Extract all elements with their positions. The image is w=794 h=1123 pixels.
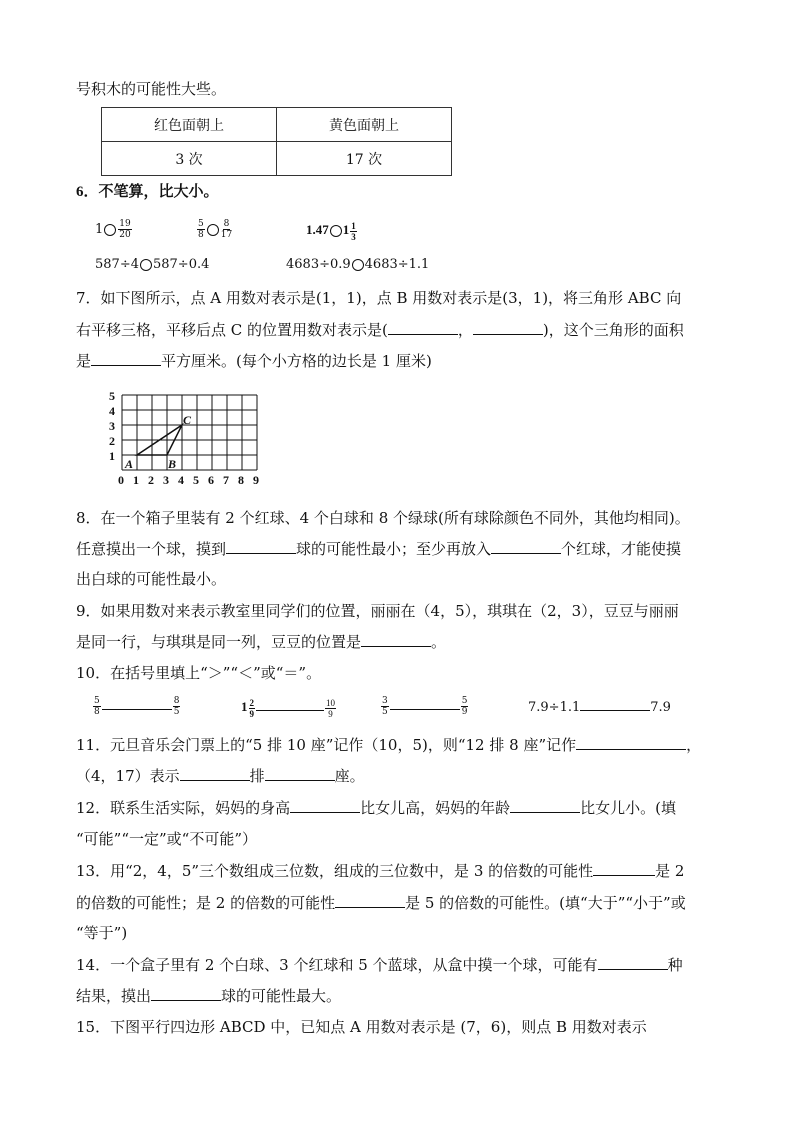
compare-circle[interactable]	[104, 224, 116, 236]
x-tick: 7	[223, 473, 229, 487]
y-tick: 2	[109, 434, 115, 448]
question-11-line-1: 11．元旦音乐会门票上的“5 排 10 座”记作（10，5)，则“12 排 8 座”记作 ，	[76, 736, 702, 754]
answer-blank[interactable]	[580, 698, 650, 711]
answer-blank[interactable]	[102, 699, 172, 710]
x-tick: 8	[238, 473, 244, 487]
table-cell: 17 次	[277, 142, 452, 176]
expression: 587÷0.4	[152, 257, 210, 272]
question-12-line-2: “可能”“一定”或“不可能”）	[76, 830, 258, 848]
intro-text: 号积木的可能性大些。	[76, 80, 227, 98]
result-table	[101, 107, 452, 176]
expression: 587÷4	[95, 257, 139, 272]
y-tick: 4	[109, 404, 115, 418]
y-tick: 5	[109, 390, 115, 403]
table-header: 黄色面朝上	[277, 108, 452, 142]
q6-compare-3	[306, 219, 358, 242]
answer-blank[interactable]	[265, 766, 335, 781]
question-13-line-1: 13．用“2，4，5”三个数组成三位数，组成的三位数中，是 3 的倍数的可能性 是 2	[76, 862, 685, 880]
number: 1.47	[306, 222, 329, 237]
fraction: $\frac{3}{5}$	[382, 696, 388, 717]
table-header: 红色面朝上	[102, 108, 277, 142]
x-tick: 3	[163, 473, 169, 487]
question-8-line-1: 8．在一个箱子里装有 2 个红球、4 个白球和 8 个绿球(所有球除颜色不同外，其他均相同)。	[76, 509, 690, 527]
x-tick: 5	[193, 473, 199, 487]
grid-lines	[122, 395, 257, 470]
compare-circle[interactable]	[330, 225, 342, 237]
question-9-line-2: 是同一行，与琪琪是同一列，豆豆的位置是 。	[76, 633, 447, 651]
question-9-line-1: 9．如果用数对来表示教室里同学们的位置，丽丽在（4，5），琪琪在（2，3），豆豆与丽丽	[76, 602, 679, 620]
question-10-title: 10．在括号里填上“＞”“＜”或“＝”。	[76, 664, 322, 682]
coordinate-grid	[106, 390, 276, 490]
point-label-c: C	[183, 413, 192, 427]
number: 1	[241, 699, 248, 714]
answer-blank[interactable]	[151, 986, 221, 1001]
q6-compare-1	[95, 219, 133, 241]
number: 1	[95, 222, 104, 237]
question-6-title: 6．不笔算，比大小。	[76, 184, 219, 200]
question-13-line-2: 的倍数的可能性；是 2 的倍数的可能性 是 5 的倍数的可能性。(填“大于”“小于”或	[76, 894, 686, 912]
question-8-line-3: 出白球的可能性最小。	[76, 570, 227, 588]
expression: 7.9÷1.1	[528, 700, 581, 715]
answer-blank[interactable]	[226, 539, 296, 554]
question-8-line-2: 任意摸出一个球，摸到 球的可能性最小；至少再放入 个红球，才能使摸	[76, 540, 682, 558]
answer-blank[interactable]	[473, 320, 543, 335]
table-cell: 3 次	[102, 142, 277, 176]
q10-compare-3	[380, 696, 469, 718]
compare-circle[interactable]	[207, 224, 219, 236]
q10-compare-1	[92, 696, 181, 718]
fraction: $\frac{5}{8}$	[198, 219, 204, 240]
question-14-line-2: 结果，摸出 球的可能性最大。	[76, 987, 342, 1005]
fraction: $\frac{2}{9}$	[249, 697, 254, 719]
fraction: $\frac{19}{20}$	[119, 219, 131, 240]
q6-compare-4	[95, 254, 209, 276]
answer-blank[interactable]	[388, 320, 458, 335]
fraction: $\frac{1}{3}$	[351, 220, 356, 242]
answer-blank[interactable]	[256, 700, 324, 711]
question-14-line-1: 14．一个盒子里有 2 个白球、3 个红球和 5 个蓝球，从盒中摸一个球，可能有 种	[76, 956, 683, 974]
q10-compare-2	[241, 696, 337, 719]
answer-blank[interactable]	[335, 893, 405, 908]
fraction: $\frac{8}{5}$	[173, 696, 180, 717]
answer-blank[interactable]	[180, 766, 250, 781]
q6-compare-2	[196, 219, 233, 241]
question-13-line-3: “等于”)	[76, 924, 128, 942]
x-tick: 9	[253, 473, 259, 487]
point-label-a: A	[125, 457, 134, 471]
fraction: $\frac{8}{17}$	[220, 219, 233, 240]
y-tick: 3	[109, 419, 115, 433]
expression: 7.9	[650, 700, 671, 715]
answer-blank[interactable]	[91, 351, 161, 366]
answer-blank[interactable]	[290, 798, 360, 813]
compare-circle[interactable]	[140, 259, 152, 271]
answer-blank[interactable]	[510, 798, 580, 813]
question-12-line-1: 12．联系生活实际，妈妈的身高 比女儿高，妈妈的年龄 比女儿小。(填	[76, 799, 676, 817]
question-7-line-3: 是 平方厘米。(每个小方格的边长是 1 厘米)	[76, 352, 432, 370]
fraction: $\frac{5}{8}$	[94, 696, 100, 717]
fraction: $\frac{5}{9}$	[461, 696, 468, 717]
x-tick: 0	[118, 473, 124, 487]
q6-compare-5	[286, 254, 429, 276]
question-11-line-2: （4，17）表示 排 座。	[76, 767, 365, 785]
question-7-line-2: 右平移三格，平移后点 C 的位置用数对表示是( ， )，这个三角形的面积	[76, 321, 684, 339]
expression: 4683÷0.9	[286, 257, 351, 272]
number: 1	[342, 222, 350, 237]
point-label-b: B	[168, 457, 177, 471]
expression: 4683÷1.1	[364, 257, 430, 272]
x-tick: 2	[148, 473, 154, 487]
answer-blank[interactable]	[390, 699, 460, 710]
answer-blank[interactable]	[491, 539, 561, 554]
x-tick: 6	[208, 473, 214, 487]
answer-blank[interactable]	[361, 632, 431, 647]
y-tick: 1	[109, 449, 115, 463]
answer-blank[interactable]	[576, 735, 686, 750]
question-7-line-1: 7．如下图所示，点 A 用数对表示是(1，1)，点 B 用数对表示是(3，1)，将三角形 ABC 向	[76, 289, 682, 307]
answer-blank[interactable]	[598, 955, 668, 970]
fraction: $\frac{10}{9}$	[326, 697, 335, 719]
x-tick: 4	[178, 473, 184, 487]
x-tick: 1	[133, 473, 139, 487]
q10-compare-4	[528, 697, 671, 719]
answer-blank[interactable]	[593, 861, 655, 876]
compare-circle[interactable]	[352, 259, 364, 271]
question-15-line-1: 15．下图平行四边形 ABCD 中，已知点 A 用数对表示是 (7，6)，则点 B 用数对表示	[76, 1018, 647, 1036]
